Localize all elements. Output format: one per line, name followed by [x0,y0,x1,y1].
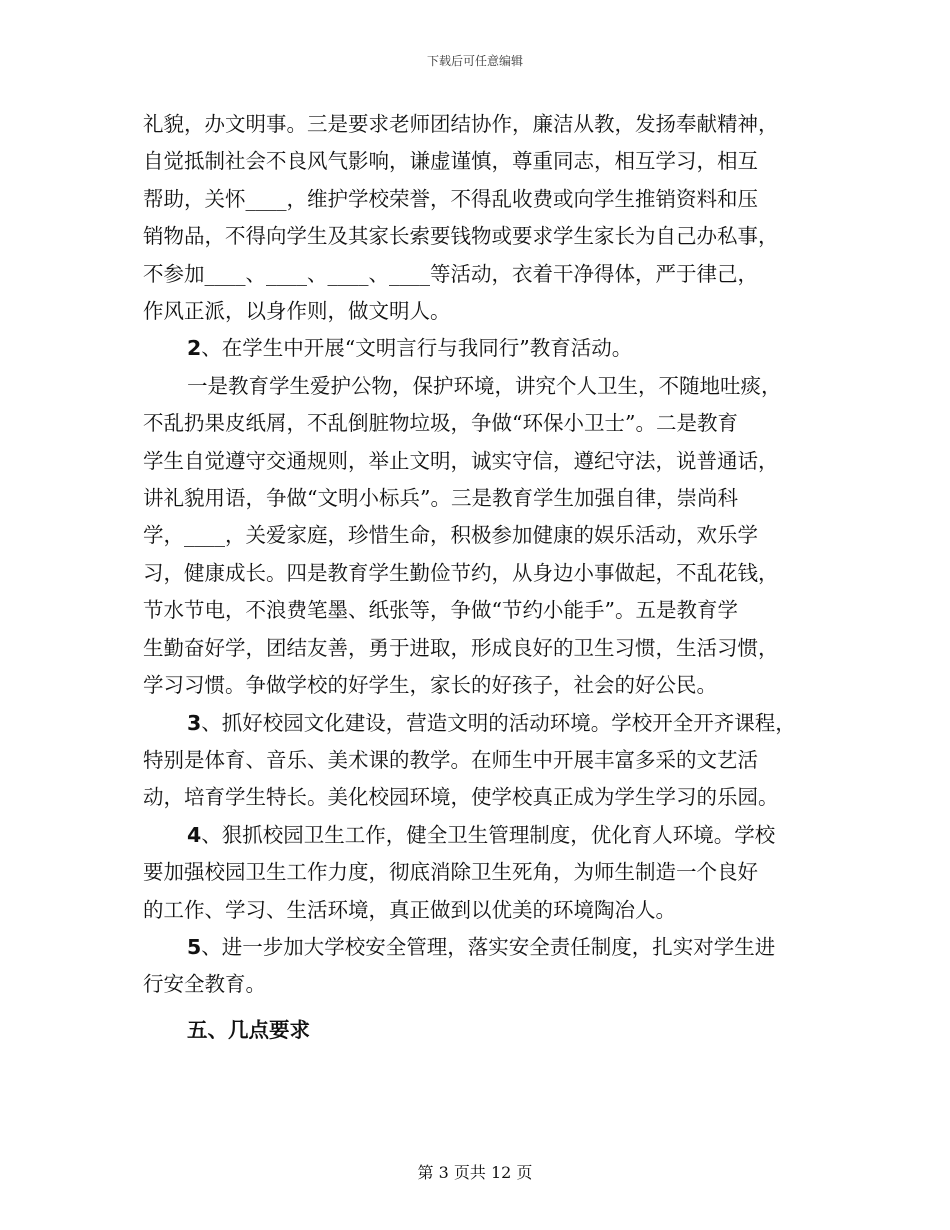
paragraph-item-2 [143,330,823,367]
paragraph-item-3 [143,705,823,817]
text-line: 的工作、学习、生活环境，真正做到以优美的环境陶冶人。 [143,897,676,922]
text-line: 特别是体育、音乐、美术课的教学。在师生中开展丰富多采的文艺活 [143,747,758,772]
paragraph-student-education [143,368,823,705]
paragraph-teacher-requirements [143,106,823,330]
section-heading: 五、几点要求 [187,1017,310,1042]
text-line: 要加强校园卫生工作力度，彻底消除卫生死角，为师生制造一个良好 [143,860,758,885]
paragraph-item-4 [143,817,823,929]
text-line: 不乱扔果皮纸屑，不乱倒脏物垃圾，争做“环保小卫士”。二是教育 [143,411,738,436]
item-text: 、在学生中开展“文明言行与我同行”教育活动。 [201,336,633,361]
text-line: 节水节电，不浪费笔墨、纸张等，争做“节约小能手”。五是教育学 [143,598,738,623]
item-number: 5 [187,934,202,959]
item-number: 2 [187,336,202,361]
item-number: 3 [187,710,202,735]
text-line: 销物品，不得向学生及其家长索要钱物或要求学生家长为自己办私事， [143,224,779,249]
text-line: 生勤奋好学，团结友善，勇于进取，形成良好的卫生习惯，生活习惯， [143,635,779,660]
paragraph-item-5 [143,929,823,1004]
text-line: 讲礼貌用语，争做“文明小标兵”。三是教育学生加强自律，崇尚科 [143,486,738,511]
text-line: 不参加____、____、____、____等活动，衣着干净得体，严于律己， [143,261,758,286]
page-header: 下载后可任意编辑 [426,54,523,68]
item-text: 、狠抓校园卫生工作，健全卫生管理制度，优化育人环境。学校 [201,822,776,847]
text-line: 帮助，关怀____，维护学校荣誉，不得乱收费或向学生推销资料和压 [143,186,758,211]
text-line: 自觉抵制社会不良风气影响，谦虚谨慎，尊重同志，相互学习，相互 [143,149,758,174]
text-line: 学习习惯。争做学校的好学生，家长的好孩子，社会的好公民。 [143,673,717,698]
text-line: 学，____，关爱家庭，珍惜生命，积极参加健康的娱乐活动，欢乐学 [143,523,758,548]
text-line [143,705,823,742]
text-line [143,929,823,966]
text-line: 行安全教育。 [143,972,266,997]
text-line: 动，培育学生特长。美化校园环境，使学校真正成为学生学习的乐园。 [143,785,779,810]
item-number: 4 [187,822,202,847]
text-line: 一是教育学生爱护公物，保护环境，讲究个人卫生，不随地吐痰， [187,373,782,398]
text-line: 礼貌，办文明事。三是要求老师团结协作，廉洁从教，发扬奉献精神， [143,112,779,136]
text-line: 习，健康成长。四是教育学生勤俭节约，从身边小事做起，不乱花钱， [143,560,779,585]
text-line [143,817,823,854]
text-line [143,330,823,367]
text-line: 作风正派，以身作则，做文明人。 [143,299,451,324]
page-footer: 第 3 页共 12 页 [417,1163,533,1182]
document-body [143,106,823,1049]
item-text: 、进一步加大学校安全管理，落实安全责任制度，扎实对学生进 [201,934,776,959]
text-line: 学生自觉遵守交通规则，举止文明，诚实守信，遵纪守法，说普通话， [143,448,779,473]
item-text: 、抓好校园文化建设，营造文明的活动环境。学校开全开齐课程， [201,710,796,735]
